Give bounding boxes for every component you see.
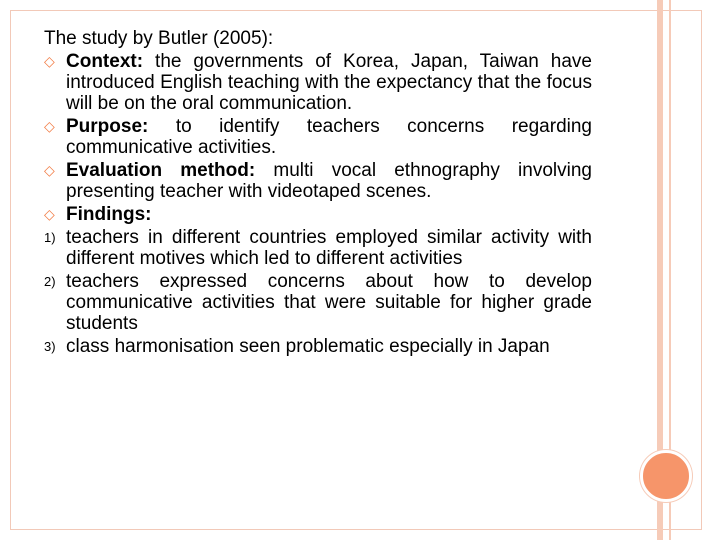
bullet-purpose: [44, 116, 592, 158]
diamond-bullet-icon: ◇: [44, 53, 55, 69]
slide-heading: The study by Butler (2005):: [44, 28, 274, 49]
decorative-circle: [640, 450, 692, 502]
finding-number: 1): [44, 230, 56, 245]
finding-text: class harmonisation seen problematic especially in Japan: [66, 336, 550, 357]
bullet-text: to identify teachers concerns regarding communicative activities.: [66, 116, 592, 158]
bullet-findings: [44, 204, 592, 225]
finding-number: 3): [44, 339, 56, 354]
bullet-label: Findings:: [66, 204, 152, 225]
bullet-text: the governments of Korea, Japan, Taiwan have introduced English teaching with the expectancy that the focus will be on the oral communication.: [66, 51, 592, 114]
diamond-bullet-icon: ◇: [44, 206, 55, 222]
diamond-bullet-icon: ◇: [44, 118, 55, 134]
finding-item: [44, 271, 592, 334]
bullet-label: Context:: [66, 51, 144, 72]
diamond-bullet-icon: ◇: [44, 162, 55, 178]
bullet-label: Purpose:: [66, 116, 149, 137]
finding-item: [44, 227, 592, 269]
slide-content: [44, 28, 592, 359]
finding-number: 2): [44, 274, 56, 289]
finding-item: [44, 336, 592, 357]
finding-text: teachers expressed concerns about how to develop communicative activities that were suitable for higher grade students: [66, 271, 592, 334]
bullet-evaluation-method: [44, 160, 592, 202]
bullet-label: Evaluation method:: [66, 160, 256, 181]
bullet-context: [44, 51, 592, 114]
bullet-text: multi vocal ethnography involving presenting teacher with videotaped scenes.: [66, 160, 592, 202]
finding-text: teachers in different countries employed similar activity with different motives which led to different activities: [66, 227, 592, 269]
